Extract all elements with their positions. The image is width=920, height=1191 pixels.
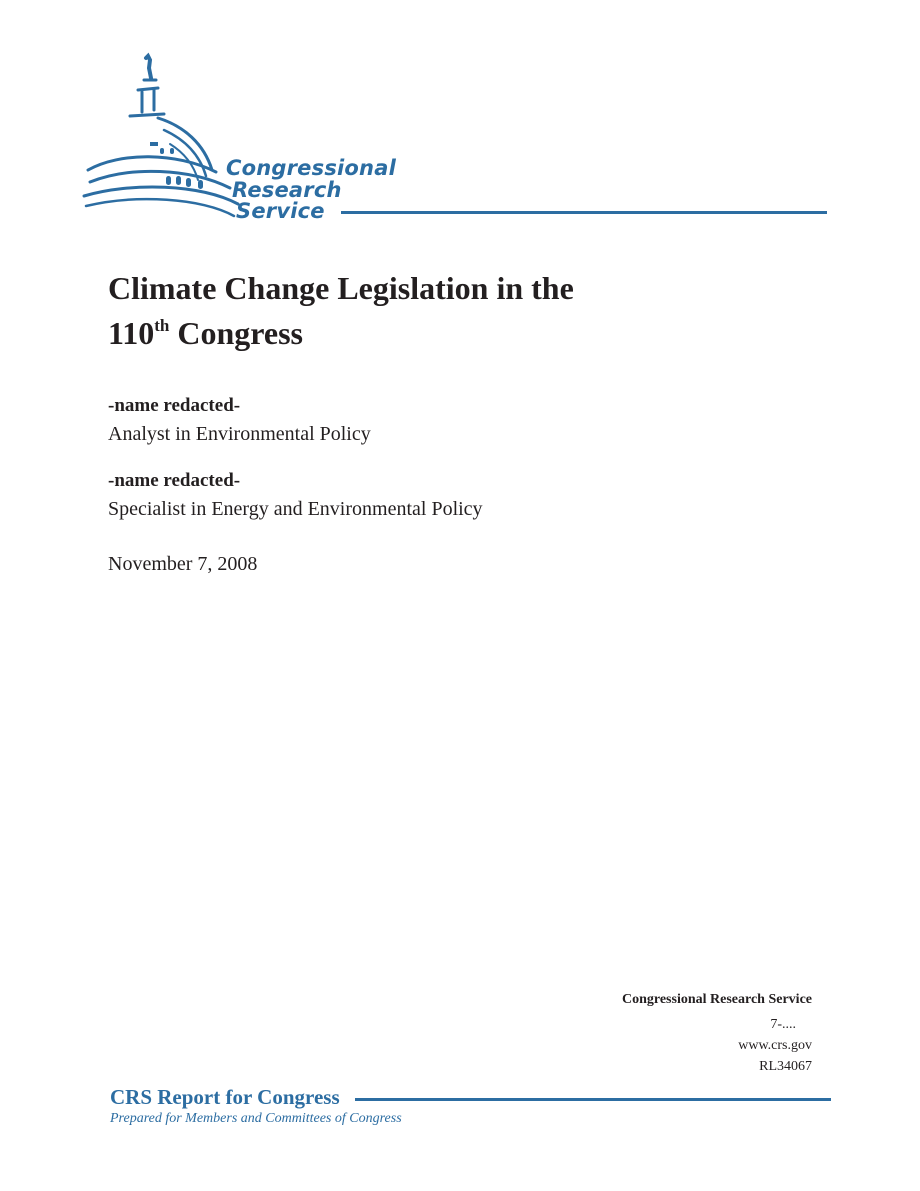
author-2-role: Specialist in Energy and Environmental Policy (108, 498, 483, 520)
org-name: Congressional Research Service (621, 992, 812, 1007)
crs-logo (80, 52, 840, 227)
logo-word-congressional: Congressional (226, 156, 396, 180)
report-title-rest: Congress (169, 315, 303, 351)
footer-subtitle: Prepared for Members and Committees of Congress (110, 1111, 402, 1126)
report-title-number: 110 (108, 315, 155, 351)
report-info-block (622, 990, 812, 1077)
footer-divider (355, 1098, 831, 1101)
report-title (108, 266, 808, 356)
report-title-line1: Climate Change Legislation in the (108, 270, 574, 306)
logo-word-service: Service (236, 199, 325, 223)
author-1-role: Analyst in Environmental Policy (108, 423, 371, 445)
author-2-name: -name redacted- (108, 470, 241, 491)
capitol-dome-icon (80, 52, 250, 227)
report-title-ordinal: th (154, 316, 170, 335)
report-date: November 7, 2008 (108, 553, 258, 575)
author-1-name: -name redacted- (108, 395, 241, 416)
footer-title: CRS Report for Congress (110, 1085, 340, 1109)
website-link[interactable]: www.crs.gov (738, 1038, 812, 1053)
report-number: RL34067 (759, 1059, 812, 1074)
logo-divider (341, 211, 827, 214)
phone-number: 7-.... (770, 1017, 796, 1032)
logo-word-research: Research (232, 178, 342, 202)
